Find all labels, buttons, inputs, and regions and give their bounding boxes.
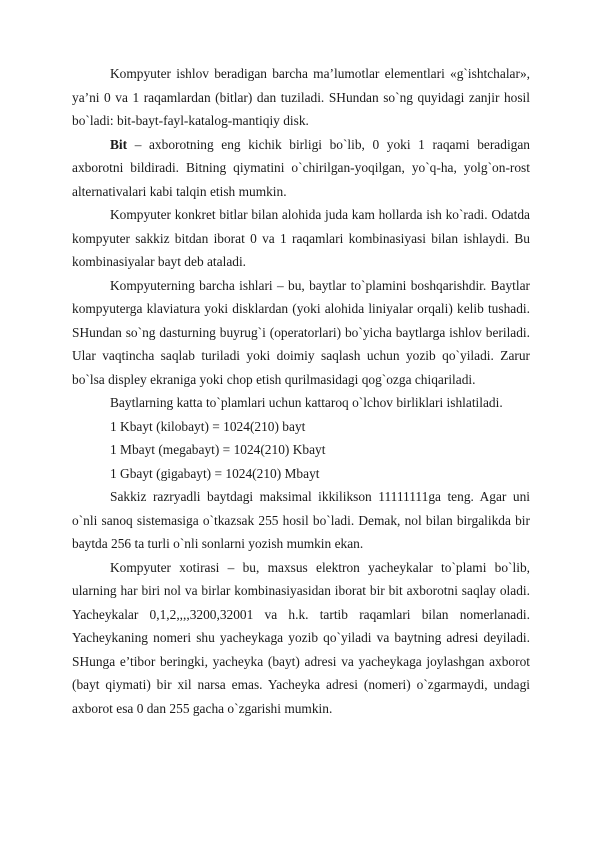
paragraph-memory: Kompyuter xotirasi – bu, maxsus elektron yacheykalar to`plami bo`lib, ularning har biri nol va birlar kombinasiyasidan iborat bir bit axborotni saqlay oladi. Yacheykalar 0,1,2,,,,3200,32001 va h.k. tartib raqamlari bilan nomerlanadi. Yacheykaning nomeri shu yacheykaga yozib qo`yiladi va baytning adresi deyiladi. SHunga e’tibor beringki, yacheyka (bayt) adresi va yacheykaga joylashgan axborot (bayt qiymati) bir xil narsa emas. Yacheyka adresi (nomeri) o`zgarmaydi, undagi axborot esa 0 dan 255 gacha o`zgarishi mumkin. [72,559,530,716]
paragraph-bit-text: – axborotning eng kichik birligi bo`lib, 0 yoki 1 raqami beradigan axborotni bildiradi. Bitning qiymatini o`chirilgan-yoqilgan, yo`q-ha, yolg`on-rost alternativalari kabi talqin etish mumkin. [72,136,530,199]
formula-megabyte: 1 Mbayt (megabayt) = 1024(210) Kbayt [110,442,326,457]
paragraph-byte: Kompyuter konkret bitlar bilan alohida juda kam hollarda ish ko`radi. Odatda kompyuter sakkiz bitdan iborat 0 va 1 raqamlari kombinasiyasi bilan ishlaydi. Bu kombinasiyalar bayt deb ataladi. [72,207,530,269]
formula-gigabyte: 1 Gbayt (gigabayt) = 1024(210) Mbayt [110,465,320,481]
term-bit: Bit [110,136,128,152]
paragraph-units-intro: Baytlarning katta to`plamlari uchun kattaroq o`lchov birliklari ishlatiladi. [110,395,503,410]
paragraph-max-binary: Sakkiz razryadli baytdagi maksimal ikkilikson 11111111ga teng. Agar uni o`nli sanoq sistemasiga o`tkazsak 255 hosil bo`ladi. Demak, nol bilan birgalikda bir baytda 256 ta turli o`nli sonlarni yozish mumkin ekan. [72,489,530,551]
document-page [72,62,530,720]
paragraph-bit-definition [72,133,530,204]
paragraph-byte-processing: Kompyuterning barcha ishlari – bu, baytlar to`plamini boshqarishdir. Baytlar kompyuterga klaviatura yoki disklardan (yoki alohida liniyalar orqali) kelib tushadi. SHundan so`ng dasturning buyrug`i (operatorlari) bo`yicha baytlarga ishlov beriladi. Ular vaqtincha saqlab turiladi yoki doimiy saqlash uchun yozib qo`yiladi. Zarur bo`lsa displey ekraniga yoki chop etish qurilmasidagi qog`ozga chiqariladi. [72,277,530,387]
paragraph-intro: Kompyuter ishlov beradigan barcha ma’lumotlar elementlari «g`ishtchalar», ya’ni 0 va 1 raqamlardan (bitlar) dan tuziladi. SHundan so`ng quyidagi zanjir hosil bo`ladi: bit-bayt-fayl-katalog-mantiqiy disk. [72,66,530,128]
formula-kilobyte: 1 Kbayt (kilobayt) = 1024(210) bayt [110,418,306,434]
